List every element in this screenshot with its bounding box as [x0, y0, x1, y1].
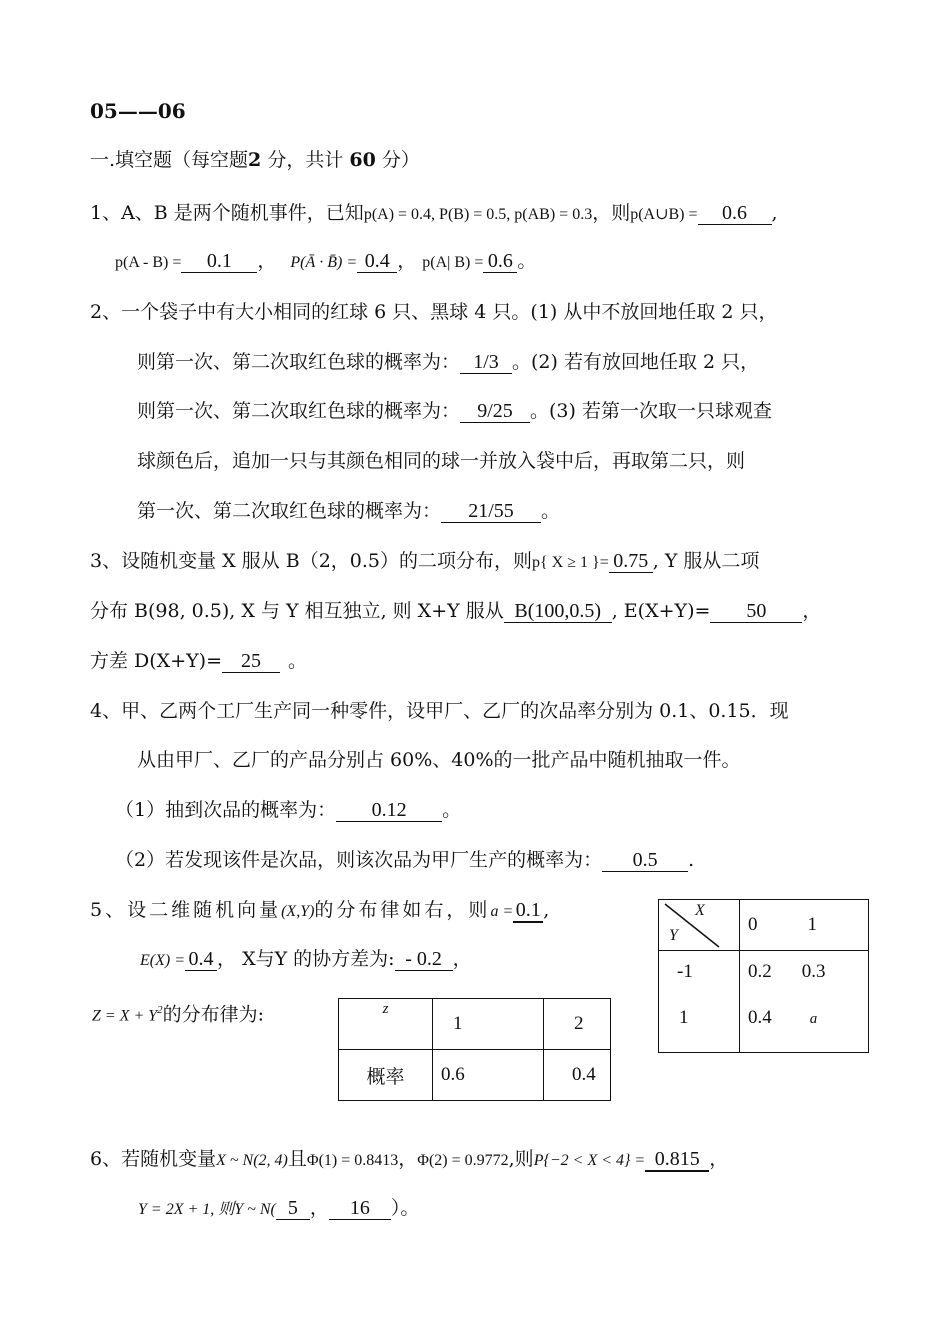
- q4-sub2: （2）若发现该件是次品，则该次品为甲厂生产的概率为： 0.5 .: [115, 849, 695, 871]
- x-values: 0 1: [740, 900, 869, 951]
- answer-blank: 0.1: [513, 899, 543, 923]
- answer-blank: 0.6: [483, 250, 517, 273]
- probability-cells: 0.2 0.3 0.4 a: [740, 951, 869, 1053]
- y-header: Y: [669, 927, 678, 944]
- q2-line4: 球颜色后，追加一只与其颜色相同的球一并放入袋中后，再取第二只，则: [137, 450, 746, 472]
- answer-blank: B(100,0.5): [504, 600, 612, 623]
- q2-line5: 第一次、第二次取红色球的概率为： 21/55 。: [137, 500, 561, 522]
- answer-blank: - 0.2: [395, 948, 453, 971]
- prob-label: 概率: [339, 1050, 433, 1101]
- q5-line3: $Z = X + Y^2$的分布律为:: [92, 1003, 265, 1026]
- prob-cell: 0.4: [544, 1050, 611, 1101]
- q5-line1: 5、设二维随机向量(X,Y)的分布律如右，则a = 0.1 ,: [90, 899, 550, 921]
- q4-sub1: （1）抽到次品的概率为： 0.12 。: [115, 799, 462, 821]
- q2-line1: 2、一个袋子中有大小相同的红球 6 只、黑球 4 只。(1) 从中不放回地任取 2 只，: [90, 301, 778, 323]
- answer-blank: 0.4: [185, 948, 217, 971]
- q3-line2: 分布 B(98, 0.5), X 与 Y 相互独立, 则 X+Y 服从 B(100,0.5) , E(X+Y)= 50 ，: [90, 600, 822, 622]
- x-header: X: [695, 902, 705, 919]
- answer-blank: 50: [710, 600, 802, 623]
- joint-distribution-table: [658, 899, 869, 1053]
- answer-blank: 16: [329, 1197, 391, 1220]
- answer-blank: 0.6: [698, 202, 772, 225]
- z-distribution-table: [338, 998, 611, 1101]
- prob-cell: 0.6: [433, 1050, 544, 1101]
- q6-line2: Y = 2X + 1, 则Y ~ N( 5 ， 16 ）。: [138, 1197, 420, 1219]
- q4-line2: 从由甲厂、乙厂的产品分别占 60%、40%的一批产品中随机抽取一件。: [137, 749, 741, 771]
- answer-blank: 0.75: [609, 550, 653, 573]
- xy-header-cell: [659, 900, 740, 951]
- q6-line1: 6、若随机变量X ~ N(2, 4)且Φ(1) = 0.8413，Φ(2) = 0.9772,则P{−2 < X < 4} = 0.815 ，: [90, 1148, 729, 1170]
- q1-line1: 1、A、B 是两个随机事件，已知p(A) = 0.4, P(B) = 0.5, p(AB) = 0.3，则p(A∪B) = 0.6 ,: [90, 202, 778, 224]
- answer-blank: 1/3: [460, 351, 512, 374]
- q3-line1: 3、设随机变量 X 服从 B（2，0.5）的二项分布，则p{ X ≥ 1 }= 0.75 , Y 服从二项: [90, 550, 760, 572]
- q3-line3: 方差 D(X+Y)= 25 。: [90, 650, 308, 672]
- section-title: 一.填空题（每空题2 分，共计 60 分）: [90, 149, 420, 171]
- q5-line2: E(X) = 0.4 ， X与Y 的协方差为: - 0.2 ，: [140, 948, 472, 970]
- answer-blank: 5: [276, 1197, 310, 1220]
- z-header: z: [339, 999, 433, 1050]
- q1-line2: p(A - B) = 0.1 ， P(Ā · B̄) = 0.4 ， p(A| B) = 0.6 。: [115, 250, 537, 272]
- q4-line1: 4、甲、乙两个工厂生产同一种零件，设甲厂、乙厂的次品率分别为 0.1、0.15．现: [90, 700, 789, 722]
- y-values: -1 1: [659, 951, 740, 1053]
- q2-line3: 则第一次、第二次取红色球的概率为： 9/25 。(3) 若第一次取一只球观查: [137, 400, 772, 422]
- answer-blank: 0.5: [602, 849, 688, 872]
- z-value-cell: 1: [433, 999, 544, 1050]
- answer-blank: 0.815: [645, 1148, 709, 1172]
- answer-blank: 0.4: [357, 250, 397, 273]
- answer-blank: 9/25: [460, 400, 530, 423]
- answer-blank: 21/55: [441, 500, 541, 523]
- q2-line2: 则第一次、第二次取红色球的概率为： 1/3 。(2) 若有放回地任取 2 只，: [137, 351, 760, 373]
- page-title: 05——06: [90, 99, 186, 123]
- answer-blank: 25: [222, 650, 280, 673]
- answer-blank: 0.1: [181, 250, 257, 273]
- answer-blank: 0.12: [336, 799, 442, 822]
- z-value-cell: 2: [544, 999, 611, 1050]
